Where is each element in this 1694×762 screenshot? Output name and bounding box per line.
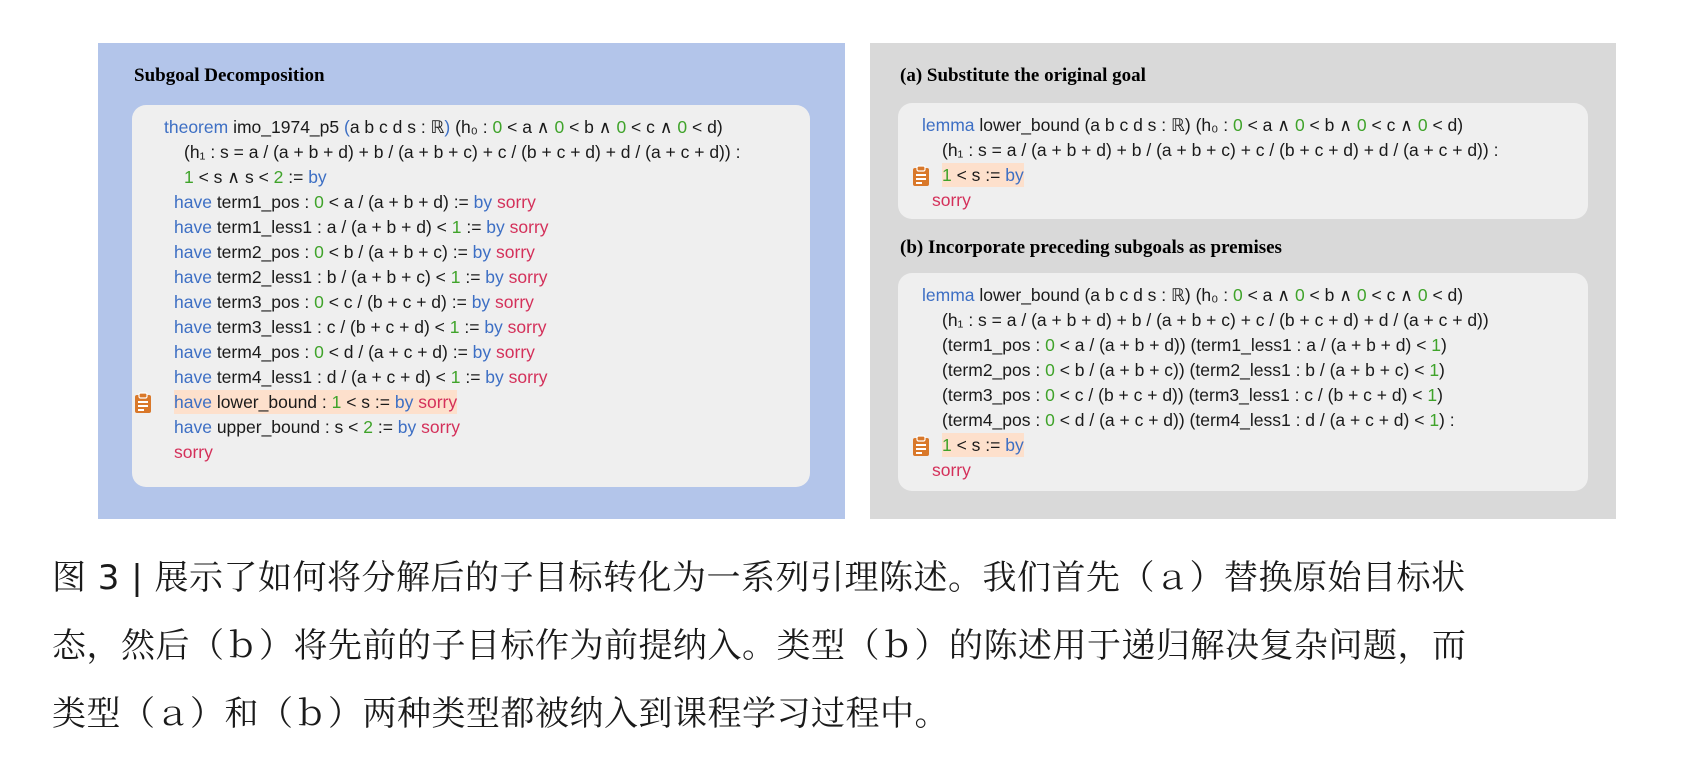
code-token: term1_less1 : a / (a + b + d) < — [211, 217, 452, 237]
code-token: term1_pos : — [211, 192, 315, 212]
code-line — [922, 333, 1489, 358]
code-line — [164, 215, 740, 240]
sorry-token: sorry — [174, 442, 213, 462]
sorry-token: sorry — [503, 367, 548, 387]
code-token: < d / (a + c + d)) (term4_less1 : d / (a + c + d) < — [1054, 410, 1430, 430]
keyword-token: lemma — [922, 285, 975, 305]
number-token: 2 — [363, 417, 373, 437]
code-token: term4_less1 : d / (a + c + d) < — [211, 367, 451, 387]
number-token: 0 — [1232, 115, 1243, 135]
code-line — [922, 408, 1489, 433]
code-token: := — [459, 317, 485, 337]
keyword-token: by — [394, 392, 414, 412]
number-token: 0 — [1045, 410, 1055, 430]
number-token: 0 — [314, 242, 324, 262]
code-token: < b / (a + b + c)) (term2_less1 : b / (a + b + c) < — [1054, 360, 1430, 380]
code-line — [164, 315, 740, 340]
code-line — [164, 240, 740, 265]
number-token: 1 — [450, 267, 461, 287]
sorry-token: sorry — [503, 267, 548, 287]
keyword-token: have — [174, 217, 212, 237]
code-token: (h₀ : — [450, 117, 493, 137]
code-token: := — [461, 217, 487, 237]
keyword-token: by — [1005, 165, 1024, 185]
keyword-token: ) — [444, 117, 451, 137]
number-token: 1 — [184, 167, 194, 187]
number-token: 0 — [492, 117, 503, 137]
code-token: < a ∧ — [1242, 115, 1295, 135]
code-token: ) : — [1439, 410, 1455, 430]
keyword-token: by — [1005, 435, 1024, 455]
sorry-token: sorry — [491, 242, 535, 262]
code-token: < d) — [1427, 285, 1464, 305]
code-line — [164, 440, 740, 465]
code-token: < b ∧ — [1304, 285, 1357, 305]
lemma-statements-panel — [870, 43, 1616, 519]
code-line — [922, 308, 1489, 333]
number-token: 1 — [1431, 335, 1442, 355]
keyword-token: by — [472, 342, 492, 362]
keyword-token: by — [397, 417, 417, 437]
sorry-token: sorry — [492, 192, 536, 212]
subgoal-decomposition-panel — [98, 43, 845, 519]
code-token: := — [372, 417, 398, 437]
keyword-token: have — [174, 342, 212, 362]
sorry-token: sorry — [416, 417, 461, 437]
keyword-token: have — [174, 192, 212, 212]
code-token: < d) — [1427, 115, 1464, 135]
keyword-token: lemma — [922, 115, 975, 135]
code-token: < d / (a + c + d) := — [323, 342, 473, 362]
number-token: 1 — [331, 392, 342, 412]
number-token: 0 — [554, 117, 565, 137]
code-token: (h₁ : s = a / (a + b + d) + b / (a + b + c) + c / (b + c + d) + d / (a + c + d)) — [942, 310, 1489, 330]
section-b-title: (b) Incorporate preceding subgoals as premises — [900, 237, 1282, 258]
panel-title: Subgoal Decomposition — [134, 65, 325, 86]
code-token: term2_less1 : b / (a + b + c) < — [211, 267, 451, 287]
code-token: < c / (b + c + d)) (term3_less1 : c / (b + c + d) < — [1054, 385, 1428, 405]
keyword-token: by — [472, 242, 492, 262]
code-token: < c ∧ — [1366, 115, 1418, 135]
number-token: 1 — [451, 217, 462, 237]
code-line — [164, 140, 740, 165]
highlighted-goal — [942, 433, 1024, 457]
number-token: 0 — [616, 117, 627, 137]
code-line — [922, 188, 1498, 213]
code-token: < a ∧ — [502, 117, 555, 137]
keyword-token: by — [484, 317, 503, 337]
keyword-token: by — [485, 367, 504, 387]
code-token: term4_pos : — [211, 342, 315, 362]
code-line — [164, 165, 740, 190]
lemma-b-code — [922, 283, 1489, 483]
code-token: a b c d s : ℝ — [349, 117, 445, 137]
keyword-token: have — [174, 417, 212, 437]
code-token: < c ∧ — [626, 117, 678, 137]
code-token: ) — [1437, 385, 1443, 405]
number-token: 1 — [1427, 385, 1438, 405]
keyword-token: ( — [344, 117, 350, 137]
number-token: 1 — [450, 367, 461, 387]
code-token: term3_less1 : c / (b + c + d) < — [211, 317, 450, 337]
sorry-token: sorry — [932, 460, 971, 480]
code-line — [164, 340, 740, 365]
number-token: 0 — [1356, 285, 1367, 305]
code-token: < a ∧ — [1242, 285, 1295, 305]
code-line — [922, 358, 1489, 383]
code-token: < b / (a + b + c) := — [323, 242, 473, 262]
code-token: < s := — [951, 165, 1006, 185]
code-line — [164, 265, 740, 290]
highlighted-goal — [942, 163, 1024, 187]
code-line — [922, 433, 1489, 458]
sorry-token: sorry — [932, 190, 971, 210]
code-line — [922, 283, 1489, 308]
code-token: < s := — [341, 392, 395, 412]
code-token: < b ∧ — [564, 117, 617, 137]
number-token: 0 — [1417, 115, 1428, 135]
keyword-token: by — [308, 167, 327, 187]
code-token: (term1_pos : — [942, 335, 1046, 355]
highlighted-goal — [174, 390, 457, 414]
code-token: lower_bound : — [211, 392, 332, 412]
clipboard-icon — [912, 165, 930, 187]
code-token: ) — [1439, 360, 1445, 380]
keyword-token: by — [485, 267, 504, 287]
code-line — [922, 458, 1489, 483]
sorry-token: sorry — [490, 292, 534, 312]
keyword-token: have — [174, 317, 212, 337]
code-token: := — [283, 167, 309, 187]
code-token: term2_pos : — [211, 242, 315, 262]
number-token: 0 — [1294, 285, 1305, 305]
code-token: (h₁ : s = a / (a + b + d) + b / (a + b + c) + c / (b + c + d) + d / (a + c + d)) : — [184, 142, 741, 162]
number-token: 0 — [314, 342, 324, 362]
code-token: (term2_pos : — [942, 360, 1046, 380]
sorry-token: sorry — [491, 342, 535, 362]
keyword-token: have — [174, 292, 212, 312]
sorry-token: sorry — [502, 317, 547, 337]
figure-caption-line-1: 图 3 | 展示了如何将分解后的子目标转化为一系列引理陈述。我们首先（ａ）替换原始目标状 — [52, 558, 1466, 598]
code-line — [164, 365, 740, 390]
number-token: 1 — [449, 317, 460, 337]
number-token: 1 — [942, 435, 952, 455]
keyword-token: by — [473, 192, 493, 212]
number-token: 0 — [1045, 335, 1055, 355]
keyword-token: by — [486, 217, 505, 237]
code-token: upper_bound : s < — [211, 417, 364, 437]
clipboard-icon — [912, 435, 930, 457]
code-token: < c / (b + c + d) := — [323, 292, 472, 312]
number-token: 0 — [1294, 115, 1305, 135]
code-token: := — [460, 367, 486, 387]
code-token: < d) — [687, 117, 723, 137]
theorem-code — [164, 115, 740, 465]
figure-caption-line-2: 态，然后（ｂ）将先前的子目标作为前提纳入。类型（ｂ）的陈述用于递归解决复杂问题，而 — [52, 626, 1467, 666]
number-token: 0 — [1232, 285, 1243, 305]
code-line — [922, 113, 1498, 138]
keyword-token: have — [174, 392, 212, 412]
code-token: < s ∧ s < — [193, 167, 274, 187]
code-token: := — [460, 267, 486, 287]
code-token: (term4_pos : — [942, 410, 1046, 430]
number-token: 1 — [1429, 360, 1440, 380]
number-token: 0 — [314, 292, 324, 312]
code-line — [164, 390, 740, 415]
number-token: 0 — [1356, 115, 1367, 135]
code-line — [164, 115, 740, 140]
code-token: (term3_pos : — [942, 385, 1046, 405]
code-token: (h₁ : s = a / (a + b + d) + b / (a + b + c) + c / (b + c + d) + d / (a + c + d)) : — [942, 140, 1499, 160]
code-line — [922, 163, 1498, 188]
code-token: < a / (a + b + d) := — [323, 192, 474, 212]
keyword-token: have — [174, 242, 212, 262]
keyword-token: theorem — [164, 117, 229, 137]
code-line — [922, 138, 1498, 163]
keyword-token: by — [471, 292, 491, 312]
figure-caption-line-3: 类型（ａ）和（ｂ）两种类型都被纳入到课程学习过程中。 — [52, 694, 949, 734]
code-token: < b ∧ — [1304, 115, 1357, 135]
number-token: 1 — [1429, 410, 1440, 430]
section-a-title: (a) Substitute the original goal — [900, 65, 1146, 86]
code-token: < s := — [951, 435, 1006, 455]
number-token: 1 — [942, 165, 952, 185]
number-token: 2 — [273, 167, 284, 187]
code-line — [164, 190, 740, 215]
code-line — [922, 383, 1489, 408]
keyword-token: have — [174, 267, 212, 287]
code-token: < a / (a + b + d)) (term1_less1 : a / (a + b + d) < — [1054, 335, 1432, 355]
number-token: 0 — [677, 117, 688, 137]
keyword-token: have — [174, 367, 212, 387]
code-token: < c ∧ — [1366, 285, 1418, 305]
code-token: imo_1974_p5 — [228, 117, 344, 137]
clipboard-icon — [134, 392, 152, 414]
number-token: 0 — [1045, 385, 1055, 405]
code-line — [164, 415, 740, 440]
lemma-a-code — [922, 113, 1498, 213]
sorry-token: sorry — [504, 217, 549, 237]
sorry-token: sorry — [413, 392, 458, 412]
code-token: lower_bound (a b c d s : ℝ) (h₀ : — [974, 285, 1233, 305]
number-token: 0 — [314, 192, 324, 212]
code-token: ) — [1441, 335, 1447, 355]
number-token: 0 — [1045, 360, 1055, 380]
code-token: term3_pos : — [211, 292, 315, 312]
code-token: lower_bound (a b c d s : ℝ) (h₀ : — [974, 115, 1233, 135]
number-token: 0 — [1417, 285, 1428, 305]
code-line — [164, 290, 740, 315]
